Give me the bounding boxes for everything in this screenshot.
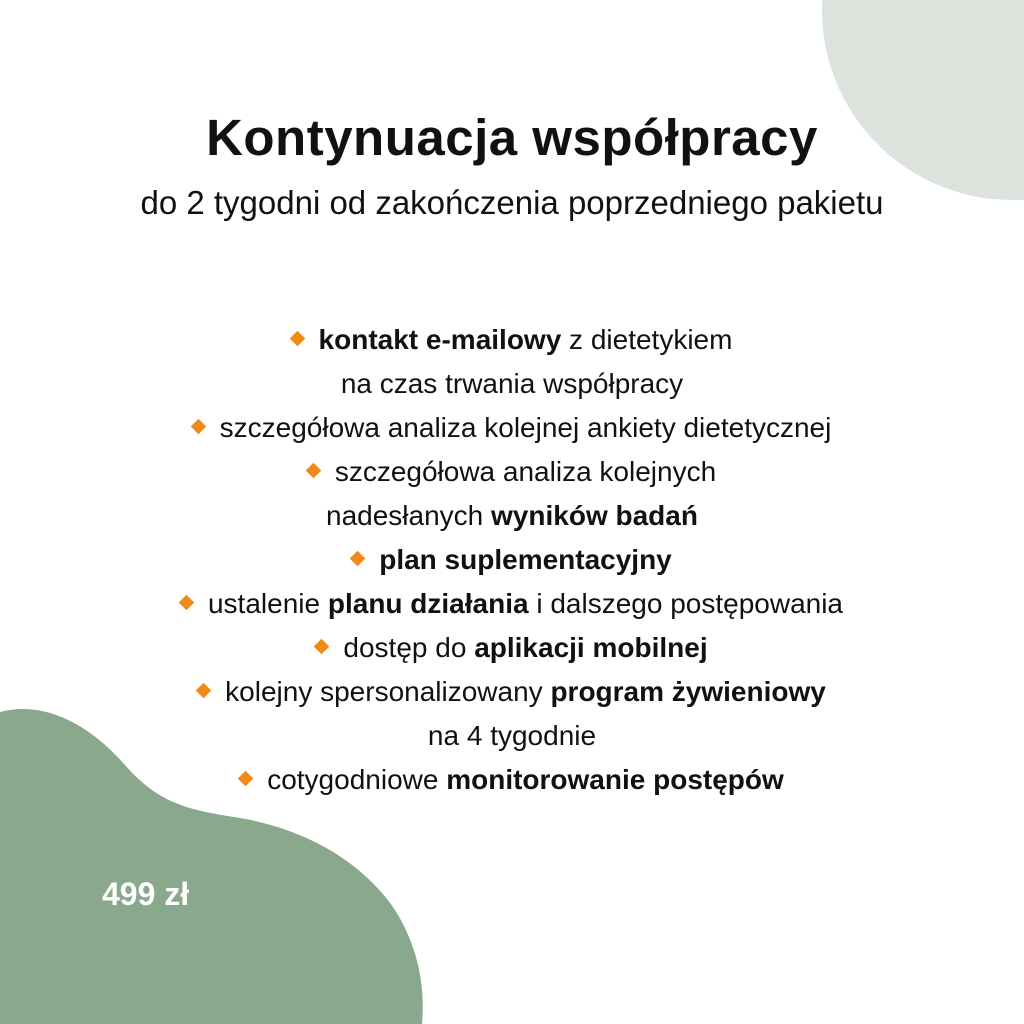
orange-diamond-icon [350,551,366,567]
list-item: dostęp do aplikacji mobilnej [0,626,1024,670]
list-item: kontakt e-mailowy z dietetykiem [0,318,1024,362]
list-item: kolejny spersonalizowany program żywieniowy [0,670,1024,714]
list-item-continuation: na czas trwania współpracy [340,368,684,399]
list-item-continuation: na 4 tygodnie [427,720,597,751]
list-item: ustalenie planu działania i dalszego postępowania [0,582,1024,626]
orange-diamond-icon [289,331,305,347]
page-title: Kontynuacja współpracy [206,109,818,166]
orange-diamond-icon [190,419,206,435]
list-item: plan suplementacyjny [0,538,1024,582]
page-subtitle: do 2 tygodni od zakończenia poprzedniego pakietu [140,184,884,221]
orange-diamond-icon [238,771,254,787]
orange-diamond-icon [314,639,330,655]
list-item: szczegółowa analiza kolejnej ankiety dietetycznej [0,406,1024,450]
orange-diamond-icon [196,683,212,699]
price-label: 499 zł [102,876,190,912]
orange-diamond-icon [179,595,195,611]
orange-diamond-icon [306,463,322,479]
feature-list [0,318,1024,802]
list-item-continuation: nadesłanych wyników badań [326,500,698,531]
list-item: szczegółowa analiza kolejnych [0,450,1024,494]
list-item: cotygodniowe monitorowanie postępów [0,758,1024,802]
